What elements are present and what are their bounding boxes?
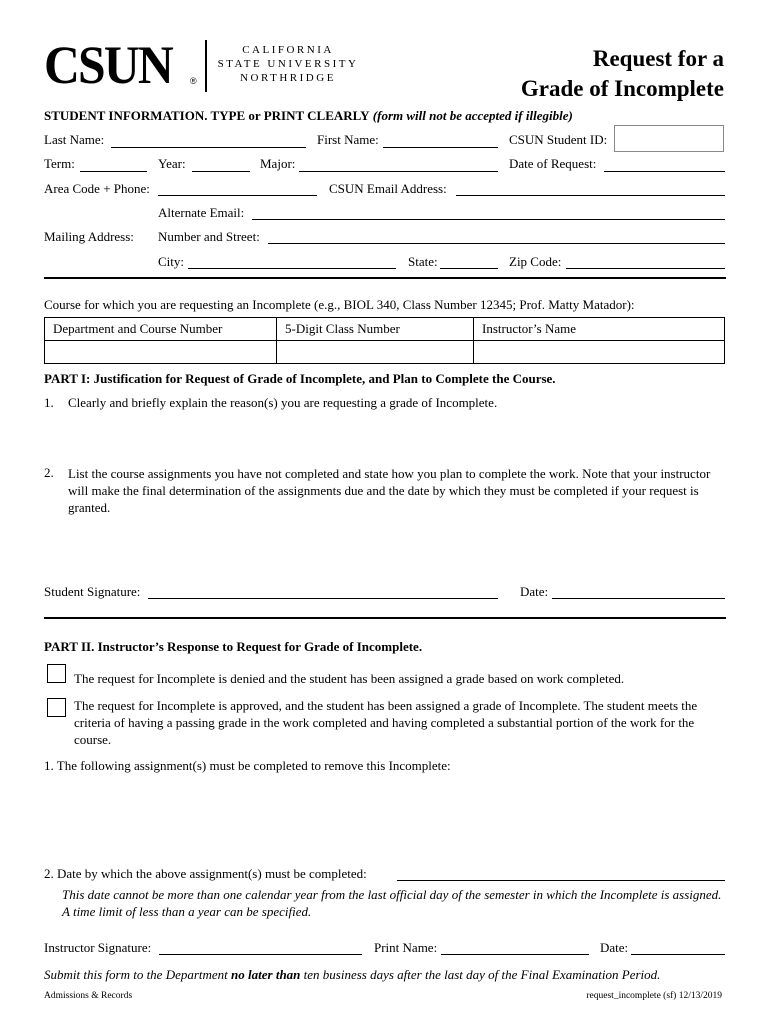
section-divider-1: [44, 277, 726, 279]
reason-response-area[interactable]: [68, 414, 725, 462]
zip-field[interactable]: [566, 268, 725, 269]
approved-option-text: The request for Incomplete is approved, and the student has been assigned a grade of Incomplete. The student meets the criteria of having a passing grade in the work completed and having completed a substantial portion of the work for the course.: [74, 698, 698, 747]
part2-heading: PART II. Instructor’s Response to Request for Grade of Incomplete.: [44, 639, 423, 654]
alt-email-field[interactable]: [252, 219, 725, 220]
instructor-signature-field[interactable]: [159, 954, 362, 955]
section-divider-2: [44, 617, 726, 619]
part1-item1-number: 1.: [44, 395, 54, 410]
submit-instructions-post: ten business days after the last day of the Final Examination Period.: [300, 967, 661, 982]
last-name-label: Last Name:: [44, 132, 105, 147]
required-assignments-area[interactable]: [62, 778, 725, 860]
part2-item2-text: 2. Date by which the above assignment(s) must be completed:: [44, 866, 367, 881]
form-title-line2: Grade of Incomplete: [520, 76, 724, 101]
first-name-field[interactable]: [383, 147, 498, 148]
denied-option-text: The request for Incomplete is denied and the student has been assigned a grade based on work completed.: [74, 671, 625, 686]
col-instructor-name: Instructor’s Name: [474, 318, 725, 341]
date-of-request-label: Date of Request:: [509, 156, 597, 171]
major-field[interactable]: [299, 171, 498, 172]
completion-date-field[interactable]: [397, 880, 725, 881]
year-label: Year:: [158, 156, 186, 171]
logo-divider: [205, 40, 207, 92]
logo-line-state-university: STATE UNIVERSITY: [217, 58, 359, 70]
last-name-field[interactable]: [111, 147, 306, 148]
footer-form-id: request_incomplete (sf) 12/13/2019: [586, 991, 722, 1001]
student-info-heading-text: STUDENT INFORMATION. TYPE or PRINT CLEARLY: [44, 108, 370, 123]
state-field[interactable]: [440, 268, 498, 269]
state-label: State:: [408, 254, 438, 269]
major-label: Major:: [260, 156, 296, 171]
student-date-field[interactable]: [552, 598, 725, 599]
part1-item2-text: List the course assignments you have not completed and state how you plan to complete the work. Note that your instructor will make the final determination of the assignments due and the date by which they must be completed if your request is granted.: [68, 466, 711, 515]
term-label: Term:: [44, 156, 75, 171]
alt-email-label: Alternate Email:: [158, 205, 245, 220]
logo-line-northridge: NORTHRIDGE: [240, 72, 336, 84]
mailing-address-label: Mailing Address:: [44, 229, 134, 244]
form-title-line1: Request for a: [592, 46, 724, 71]
course-intro: Course for which you are requesting an Incomplete (e.g., BIOL 340, Class Number 12345; Prof. Matty Matador):: [44, 297, 635, 312]
footer-office: Admissions & Records: [44, 991, 133, 1001]
course-table-row: [45, 341, 725, 364]
logo-line-california: CALIFORNIA: [242, 44, 334, 56]
date-of-request-field[interactable]: [604, 171, 725, 172]
term-field[interactable]: [80, 171, 147, 172]
first-name-label: First Name:: [317, 132, 379, 147]
csun-email-field[interactable]: [456, 195, 725, 196]
year-field[interactable]: [192, 171, 250, 172]
col-department-course: Department and Course Number: [45, 318, 277, 341]
instructor-signature-label: Instructor Signature:: [44, 940, 152, 955]
submit-instructions-pre: Submit this form to the Department: [44, 967, 232, 982]
completion-date-note: This date cannot be more than one calendar year from the last official day of the semester in which the Incomplete is assigned. A time limit of less than a year can be specified.: [62, 887, 722, 919]
zip-label: Zip Code:: [509, 254, 562, 269]
part2-item1-text: 1. The following assignment(s) must be completed to remove this Incomplete:: [44, 758, 451, 773]
street-label: Number and Street:: [158, 229, 260, 244]
student-signature-field[interactable]: [148, 598, 498, 599]
registered-mark: ®: [190, 76, 197, 86]
city-field[interactable]: [188, 268, 396, 269]
instructor-name-field[interactable]: [474, 341, 725, 364]
instructor-date-field[interactable]: [631, 954, 725, 955]
col-class-number: 5-Digit Class Number: [277, 318, 474, 341]
city-label: City:: [158, 254, 185, 269]
street-field[interactable]: [268, 243, 725, 244]
course-table-header: [45, 318, 725, 341]
approved-checkbox[interactable]: [47, 698, 66, 717]
course-table: [44, 317, 725, 364]
part1-item2-number: 2.: [44, 465, 54, 480]
student-info-heading-note: (form will not be accepted if illegible): [372, 108, 573, 123]
student-info-heading: [44, 108, 573, 124]
assignments-plan-area[interactable]: [68, 520, 725, 578]
csun-email-label: CSUN Email Address:: [329, 181, 447, 196]
student-id-label: CSUN Student ID:: [509, 132, 608, 147]
submit-instructions: [44, 967, 660, 983]
student-signature-label: Student Signature:: [44, 584, 141, 599]
print-name-label: Print Name:: [374, 940, 438, 955]
student-id-field[interactable]: [614, 125, 724, 152]
student-date-label: Date:: [520, 584, 549, 599]
part1-heading: PART I: Justification for Request of Grade of Incomplete, and Plan to Complete the Course.: [44, 371, 556, 386]
phone-field[interactable]: [158, 195, 317, 196]
denied-checkbox[interactable]: [47, 664, 66, 683]
phone-label: Area Code + Phone:: [44, 181, 150, 196]
class-number-field[interactable]: [277, 341, 474, 364]
instructor-date-label: Date:: [600, 940, 629, 955]
department-course-field[interactable]: [45, 341, 277, 364]
csun-logo: CSUN: [44, 35, 172, 95]
part1-item1-text: Clearly and briefly explain the reason(s) you are requesting a grade of Incomplete.: [68, 395, 498, 410]
submit-instructions-deadline: no later than: [231, 967, 301, 982]
print-name-field[interactable]: [441, 954, 589, 955]
